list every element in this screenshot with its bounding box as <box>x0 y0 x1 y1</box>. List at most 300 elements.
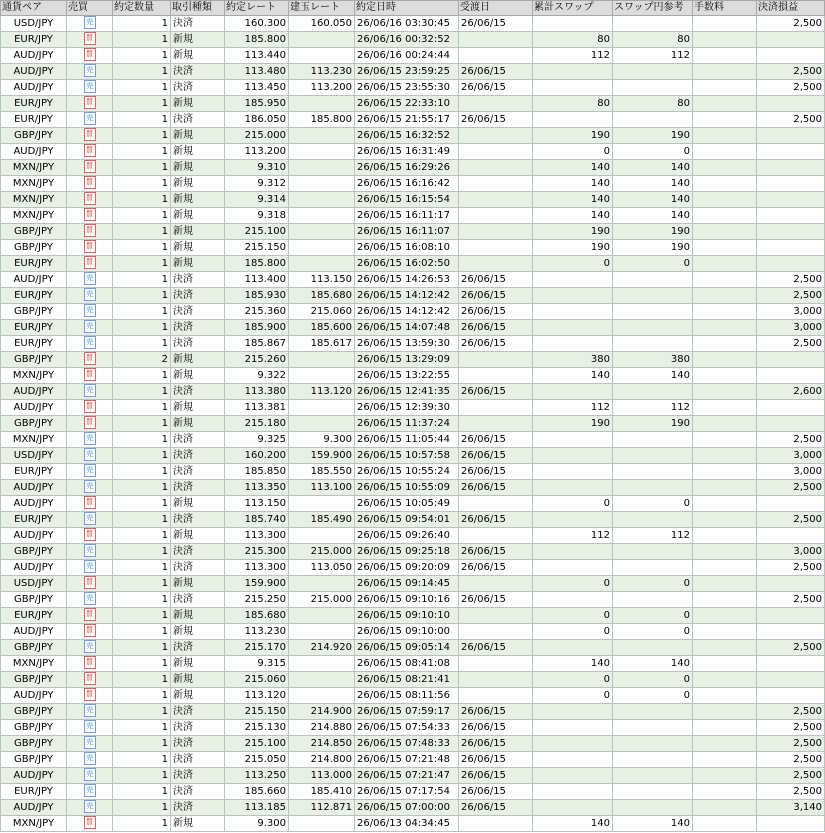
cell-fee <box>693 608 757 624</box>
cell-exec-rate: 215.050 <box>225 752 289 768</box>
table-row[interactable] <box>1 320 825 336</box>
table-row[interactable] <box>1 32 825 48</box>
cell-swap-reference: 0 <box>613 576 693 592</box>
sell-badge: 売 <box>84 512 96 525</box>
cell-quantity: 1 <box>113 400 171 416</box>
cell-currency-pair: GBP/JPY <box>1 224 67 240</box>
cell-quantity: 1 <box>113 32 171 48</box>
cell-fee <box>693 528 757 544</box>
cell-quantity: 1 <box>113 816 171 832</box>
cell-currency-pair: AUD/JPY <box>1 400 67 416</box>
sell-badge: 売 <box>84 784 96 797</box>
sell-badge: 売 <box>84 304 96 317</box>
table-row[interactable] <box>1 16 825 32</box>
cell-quantity: 1 <box>113 672 171 688</box>
cell-position-rate <box>289 608 355 624</box>
cell-swap-reference <box>613 736 693 752</box>
cell-trade-type: 新規 <box>171 208 225 224</box>
cell-trade-type: 決済 <box>171 384 225 400</box>
cell-exec-datetime: 26/06/15 09:05:14 <box>355 640 459 656</box>
cell-currency-pair: GBP/JPY <box>1 128 67 144</box>
cell-swap-reference: 0 <box>613 608 693 624</box>
cell-realized-pnl: 3,000 <box>757 320 825 336</box>
header-row <box>1 1 825 16</box>
buy-badge: 買 <box>84 576 96 589</box>
cell-fee <box>693 272 757 288</box>
cell-swap-reference: 140 <box>613 192 693 208</box>
cell-accumulated-swap: 80 <box>533 32 613 48</box>
table-row[interactable] <box>1 512 825 528</box>
table-row[interactable] <box>1 336 825 352</box>
cell-position-rate <box>289 496 355 512</box>
cell-exec-datetime: 26/06/15 14:26:53 <box>355 272 459 288</box>
cell-side <box>67 560 113 576</box>
cell-exec-rate: 9.314 <box>225 192 289 208</box>
table-row[interactable] <box>1 400 825 416</box>
cell-accumulated-swap <box>533 768 613 784</box>
table-row[interactable] <box>1 64 825 80</box>
col-header-accumulated-swap[interactable]: 累計スワップ <box>533 1 613 16</box>
cell-position-rate <box>289 416 355 432</box>
cell-swap-reference: 190 <box>613 240 693 256</box>
cell-quantity: 1 <box>113 240 171 256</box>
cell-side <box>67 288 113 304</box>
cell-swap-reference <box>613 64 693 80</box>
cell-accumulated-swap: 140 <box>533 192 613 208</box>
table-row[interactable] <box>1 384 825 400</box>
cell-side <box>67 624 113 640</box>
cell-swap-reference <box>613 784 693 800</box>
cell-trade-type: 決済 <box>171 464 225 480</box>
col-header-fee[interactable]: 手数料 <box>693 1 757 16</box>
cell-exec-datetime: 26/06/15 10:55:09 <box>355 480 459 496</box>
cell-currency-pair: MXN/JPY <box>1 208 67 224</box>
cell-quantity: 1 <box>113 624 171 640</box>
cell-exec-rate: 185.900 <box>225 320 289 336</box>
cell-trade-type: 新規 <box>171 624 225 640</box>
cell-side <box>67 160 113 176</box>
cell-currency-pair: GBP/JPY <box>1 352 67 368</box>
table-row[interactable] <box>1 752 825 768</box>
table-body <box>1 16 825 832</box>
table-row[interactable] <box>1 528 825 544</box>
cell-trade-type: 決済 <box>171 592 225 608</box>
cell-quantity: 1 <box>113 272 171 288</box>
cell-quantity: 1 <box>113 736 171 752</box>
cell-settlement-date: 26/06/15 <box>459 64 533 80</box>
table-row[interactable] <box>1 96 825 112</box>
cell-settlement-date <box>459 672 533 688</box>
table-row[interactable] <box>1 816 825 832</box>
cell-exec-rate: 113.120 <box>225 688 289 704</box>
sell-badge: 売 <box>84 432 96 445</box>
cell-realized-pnl <box>757 352 825 368</box>
cell-quantity: 1 <box>113 320 171 336</box>
cell-currency-pair: MXN/JPY <box>1 656 67 672</box>
cell-exec-rate: 215.170 <box>225 640 289 656</box>
cell-currency-pair: MXN/JPY <box>1 368 67 384</box>
table-row[interactable] <box>1 640 825 656</box>
col-header-realized-pnl[interactable]: 決済損益 <box>757 1 825 16</box>
table-row[interactable] <box>1 112 825 128</box>
cell-settlement-date: 26/06/15 <box>459 736 533 752</box>
cell-accumulated-swap: 0 <box>533 496 613 512</box>
cell-trade-type: 決済 <box>171 752 225 768</box>
cell-accumulated-swap: 190 <box>533 224 613 240</box>
table-row[interactable] <box>1 576 825 592</box>
cell-quantity: 1 <box>113 592 171 608</box>
buy-badge: 買 <box>84 176 96 189</box>
cell-exec-datetime: 26/06/15 09:10:10 <box>355 608 459 624</box>
cell-trade-type: 新規 <box>171 240 225 256</box>
cell-currency-pair: MXN/JPY <box>1 816 67 832</box>
table-row[interactable] <box>1 480 825 496</box>
cell-swap-reference <box>613 384 693 400</box>
sell-badge: 売 <box>84 448 96 461</box>
cell-swap-reference: 190 <box>613 224 693 240</box>
cell-trade-type: 新規 <box>171 608 225 624</box>
cell-exec-datetime: 26/06/15 08:21:41 <box>355 672 459 688</box>
table-row[interactable] <box>1 256 825 272</box>
table-row[interactable] <box>1 800 825 816</box>
sell-badge: 売 <box>84 320 96 333</box>
buy-badge: 買 <box>84 240 96 253</box>
cell-accumulated-swap <box>533 80 613 96</box>
sell-badge: 売 <box>84 288 96 301</box>
cell-trade-type: 新規 <box>171 160 225 176</box>
cell-currency-pair: AUD/JPY <box>1 560 67 576</box>
cell-accumulated-swap <box>533 320 613 336</box>
buy-badge: 買 <box>84 496 96 509</box>
col-header-side[interactable]: 売買 <box>67 1 113 16</box>
buy-badge: 買 <box>84 192 96 205</box>
cell-side <box>67 688 113 704</box>
cell-fee <box>693 576 757 592</box>
cell-swap-reference <box>613 288 693 304</box>
cell-settlement-date <box>459 816 533 832</box>
cell-swap-reference <box>613 16 693 32</box>
cell-settlement-date: 26/06/15 <box>459 544 533 560</box>
sell-badge: 売 <box>84 336 96 349</box>
cell-accumulated-swap <box>533 432 613 448</box>
table-row[interactable] <box>1 192 825 208</box>
table-row[interactable] <box>1 496 825 512</box>
cell-currency-pair: MXN/JPY <box>1 192 67 208</box>
cell-fee <box>693 352 757 368</box>
cell-accumulated-swap: 140 <box>533 176 613 192</box>
cell-position-rate: 214.880 <box>289 720 355 736</box>
cell-fee <box>693 432 757 448</box>
sell-badge: 売 <box>84 464 96 477</box>
cell-settlement-date: 26/06/15 <box>459 640 533 656</box>
table-row[interactable] <box>1 672 825 688</box>
table-row[interactable] <box>1 736 825 752</box>
cell-realized-pnl <box>757 240 825 256</box>
cell-realized-pnl <box>757 32 825 48</box>
cell-exec-datetime: 26/06/15 08:41:08 <box>355 656 459 672</box>
cell-quantity: 1 <box>113 256 171 272</box>
cell-settlement-date <box>459 96 533 112</box>
col-header-trade-type[interactable]: 取引種類 <box>171 1 225 16</box>
cell-quantity: 1 <box>113 48 171 64</box>
cell-currency-pair: AUD/JPY <box>1 144 67 160</box>
cell-position-rate <box>289 32 355 48</box>
cell-position-rate: 112.871 <box>289 800 355 816</box>
cell-swap-reference: 0 <box>613 688 693 704</box>
cell-accumulated-swap <box>533 64 613 80</box>
cell-settlement-date <box>459 352 533 368</box>
cell-fee <box>693 800 757 816</box>
cell-fee <box>693 368 757 384</box>
cell-quantity: 1 <box>113 512 171 528</box>
cell-fee <box>693 80 757 96</box>
cell-exec-rate: 215.130 <box>225 720 289 736</box>
cell-swap-reference: 140 <box>613 176 693 192</box>
table-row[interactable] <box>1 768 825 784</box>
cell-realized-pnl: 2,500 <box>757 640 825 656</box>
col-header-position-rate[interactable]: 建玉レート <box>289 1 355 16</box>
cell-exec-rate: 215.250 <box>225 592 289 608</box>
cell-fee <box>693 672 757 688</box>
buy-badge: 買 <box>84 624 96 637</box>
cell-position-rate: 214.920 <box>289 640 355 656</box>
cell-quantity: 1 <box>113 336 171 352</box>
table-row[interactable] <box>1 448 825 464</box>
col-header-exec-rate[interactable]: 約定レート <box>225 1 289 16</box>
cell-exec-datetime: 26/06/15 07:48:33 <box>355 736 459 752</box>
table-row[interactable] <box>1 464 825 480</box>
cell-accumulated-swap <box>533 336 613 352</box>
cell-accumulated-swap <box>533 112 613 128</box>
cell-exec-datetime: 26/06/15 10:57:58 <box>355 448 459 464</box>
cell-swap-reference: 0 <box>613 144 693 160</box>
cell-position-rate: 113.230 <box>289 64 355 80</box>
cell-realized-pnl <box>757 128 825 144</box>
cell-fee <box>693 160 757 176</box>
cell-trade-type: 決済 <box>171 544 225 560</box>
cell-exec-datetime: 26/06/15 07:21:48 <box>355 752 459 768</box>
cell-side <box>67 576 113 592</box>
cell-quantity: 1 <box>113 64 171 80</box>
cell-settlement-date: 26/06/15 <box>459 448 533 464</box>
cell-fee <box>693 656 757 672</box>
cell-settlement-date: 26/06/15 <box>459 800 533 816</box>
cell-exec-datetime: 26/06/15 09:10:16 <box>355 592 459 608</box>
cell-exec-datetime: 26/06/15 16:08:10 <box>355 240 459 256</box>
cell-side <box>67 672 113 688</box>
col-header-settlement-date[interactable]: 受渡日 <box>459 1 533 16</box>
cell-side <box>67 48 113 64</box>
cell-trade-type: 新規 <box>171 400 225 416</box>
table-row[interactable] <box>1 352 825 368</box>
cell-position-rate <box>289 48 355 64</box>
table-row[interactable] <box>1 272 825 288</box>
cell-side <box>67 80 113 96</box>
table-row[interactable] <box>1 176 825 192</box>
cell-realized-pnl <box>757 368 825 384</box>
cell-accumulated-swap: 140 <box>533 656 613 672</box>
table-row[interactable] <box>1 208 825 224</box>
cell-currency-pair: AUD/JPY <box>1 48 67 64</box>
cell-side <box>67 704 113 720</box>
col-header-swap-reference[interactable]: スワップ円参考 <box>613 1 693 16</box>
cell-currency-pair: GBP/JPY <box>1 416 67 432</box>
cell-exec-datetime: 26/06/15 09:25:18 <box>355 544 459 560</box>
cell-side <box>67 736 113 752</box>
col-header-currency-pair[interactable]: 通貨ペア <box>1 1 67 16</box>
cell-fee <box>693 736 757 752</box>
cell-settlement-date <box>459 368 533 384</box>
cell-exec-datetime: 26/06/15 16:29:26 <box>355 160 459 176</box>
cell-fee <box>693 128 757 144</box>
cell-trade-type: 決済 <box>171 272 225 288</box>
cell-trade-type: 決済 <box>171 512 225 528</box>
cell-exec-rate: 215.300 <box>225 544 289 560</box>
table-row[interactable] <box>1 240 825 256</box>
cell-fee <box>693 96 757 112</box>
table-row[interactable] <box>1 432 825 448</box>
table-row[interactable] <box>1 592 825 608</box>
cell-accumulated-swap: 190 <box>533 128 613 144</box>
cell-exec-rate: 185.740 <box>225 512 289 528</box>
cell-trade-type: 決済 <box>171 64 225 80</box>
cell-currency-pair: AUD/JPY <box>1 768 67 784</box>
cell-fee <box>693 480 757 496</box>
cell-currency-pair: GBP/JPY <box>1 304 67 320</box>
cell-swap-reference: 0 <box>613 624 693 640</box>
table-row[interactable] <box>1 560 825 576</box>
cell-settlement-date <box>459 416 533 432</box>
cell-swap-reference <box>613 304 693 320</box>
table-row[interactable] <box>1 224 825 240</box>
cell-trade-type: 決済 <box>171 288 225 304</box>
cell-quantity: 1 <box>113 96 171 112</box>
cell-exec-rate: 113.200 <box>225 144 289 160</box>
cell-fee <box>693 464 757 480</box>
cell-accumulated-swap <box>533 704 613 720</box>
cell-swap-reference <box>613 544 693 560</box>
cell-accumulated-swap <box>533 448 613 464</box>
cell-accumulated-swap <box>533 720 613 736</box>
cell-trade-type: 新規 <box>171 528 225 544</box>
cell-settlement-date: 26/06/15 <box>459 304 533 320</box>
cell-exec-datetime: 26/06/15 10:55:24 <box>355 464 459 480</box>
cell-fee <box>693 496 757 512</box>
table-row[interactable] <box>1 160 825 176</box>
cell-currency-pair: EUR/JPY <box>1 320 67 336</box>
table-row[interactable] <box>1 416 825 432</box>
cell-accumulated-swap: 80 <box>533 96 613 112</box>
cell-swap-reference: 112 <box>613 48 693 64</box>
cell-currency-pair: EUR/JPY <box>1 512 67 528</box>
cell-trade-type: 決済 <box>171 432 225 448</box>
cell-currency-pair: AUD/JPY <box>1 272 67 288</box>
cell-settlement-date <box>459 528 533 544</box>
table-row[interactable] <box>1 368 825 384</box>
cell-swap-reference: 190 <box>613 128 693 144</box>
cell-realized-pnl: 2,500 <box>757 480 825 496</box>
cell-position-rate <box>289 656 355 672</box>
cell-trade-type: 新規 <box>171 496 225 512</box>
cell-trade-type: 新規 <box>171 352 225 368</box>
table-row[interactable] <box>1 784 825 800</box>
cell-position-rate: 185.617 <box>289 336 355 352</box>
cell-position-rate: 113.000 <box>289 768 355 784</box>
cell-exec-datetime: 26/06/15 14:12:42 <box>355 288 459 304</box>
cell-accumulated-swap <box>533 512 613 528</box>
cell-settlement-date <box>459 240 533 256</box>
cell-accumulated-swap <box>533 16 613 32</box>
cell-side <box>67 256 113 272</box>
cell-settlement-date: 26/06/15 <box>459 272 533 288</box>
table-row[interactable] <box>1 288 825 304</box>
cell-trade-type: 決済 <box>171 16 225 32</box>
table-row[interactable] <box>1 80 825 96</box>
cell-quantity: 1 <box>113 496 171 512</box>
cell-swap-reference: 80 <box>613 32 693 48</box>
table-row[interactable] <box>1 704 825 720</box>
cell-trade-type: 新規 <box>171 368 225 384</box>
cell-accumulated-swap <box>533 752 613 768</box>
table-row[interactable] <box>1 656 825 672</box>
table-row[interactable] <box>1 128 825 144</box>
table-row[interactable] <box>1 624 825 640</box>
table-row[interactable] <box>1 144 825 160</box>
cell-exec-rate: 113.450 <box>225 80 289 96</box>
cell-exec-rate: 185.930 <box>225 288 289 304</box>
cell-trade-type: 新規 <box>171 816 225 832</box>
cell-settlement-date <box>459 176 533 192</box>
cell-quantity: 1 <box>113 768 171 784</box>
col-header-quantity[interactable]: 約定数量 <box>113 1 171 16</box>
cell-fee <box>693 752 757 768</box>
table-row[interactable] <box>1 720 825 736</box>
table-row[interactable] <box>1 688 825 704</box>
cell-accumulated-swap: 112 <box>533 48 613 64</box>
cell-swap-reference <box>613 800 693 816</box>
cell-side <box>67 816 113 832</box>
cell-quantity: 1 <box>113 112 171 128</box>
cell-trade-type: 新規 <box>171 656 225 672</box>
cell-side <box>67 496 113 512</box>
cell-realized-pnl <box>757 816 825 832</box>
cell-exec-rate: 9.325 <box>225 432 289 448</box>
cell-quantity: 1 <box>113 16 171 32</box>
col-header-exec-datetime[interactable]: 約定日時 <box>355 1 459 16</box>
cell-position-rate: 113.120 <box>289 384 355 400</box>
cell-trade-type: 決済 <box>171 448 225 464</box>
cell-settlement-date <box>459 256 533 272</box>
sell-badge: 売 <box>84 272 96 285</box>
cell-position-rate: 113.200 <box>289 80 355 96</box>
cell-accumulated-swap: 190 <box>533 240 613 256</box>
cell-quantity: 1 <box>113 800 171 816</box>
table-row[interactable] <box>1 304 825 320</box>
table-row[interactable] <box>1 48 825 64</box>
cell-trade-type: 新規 <box>171 176 225 192</box>
cell-realized-pnl: 2,500 <box>757 512 825 528</box>
cell-trade-type: 決済 <box>171 320 225 336</box>
sell-badge: 売 <box>84 544 96 557</box>
table-row[interactable] <box>1 608 825 624</box>
cell-exec-rate: 215.100 <box>225 736 289 752</box>
cell-settlement-date <box>459 576 533 592</box>
cell-realized-pnl: 2,500 <box>757 80 825 96</box>
cell-swap-reference: 0 <box>613 256 693 272</box>
cell-currency-pair: MXN/JPY <box>1 176 67 192</box>
cell-swap-reference: 80 <box>613 96 693 112</box>
table-row[interactable] <box>1 544 825 560</box>
